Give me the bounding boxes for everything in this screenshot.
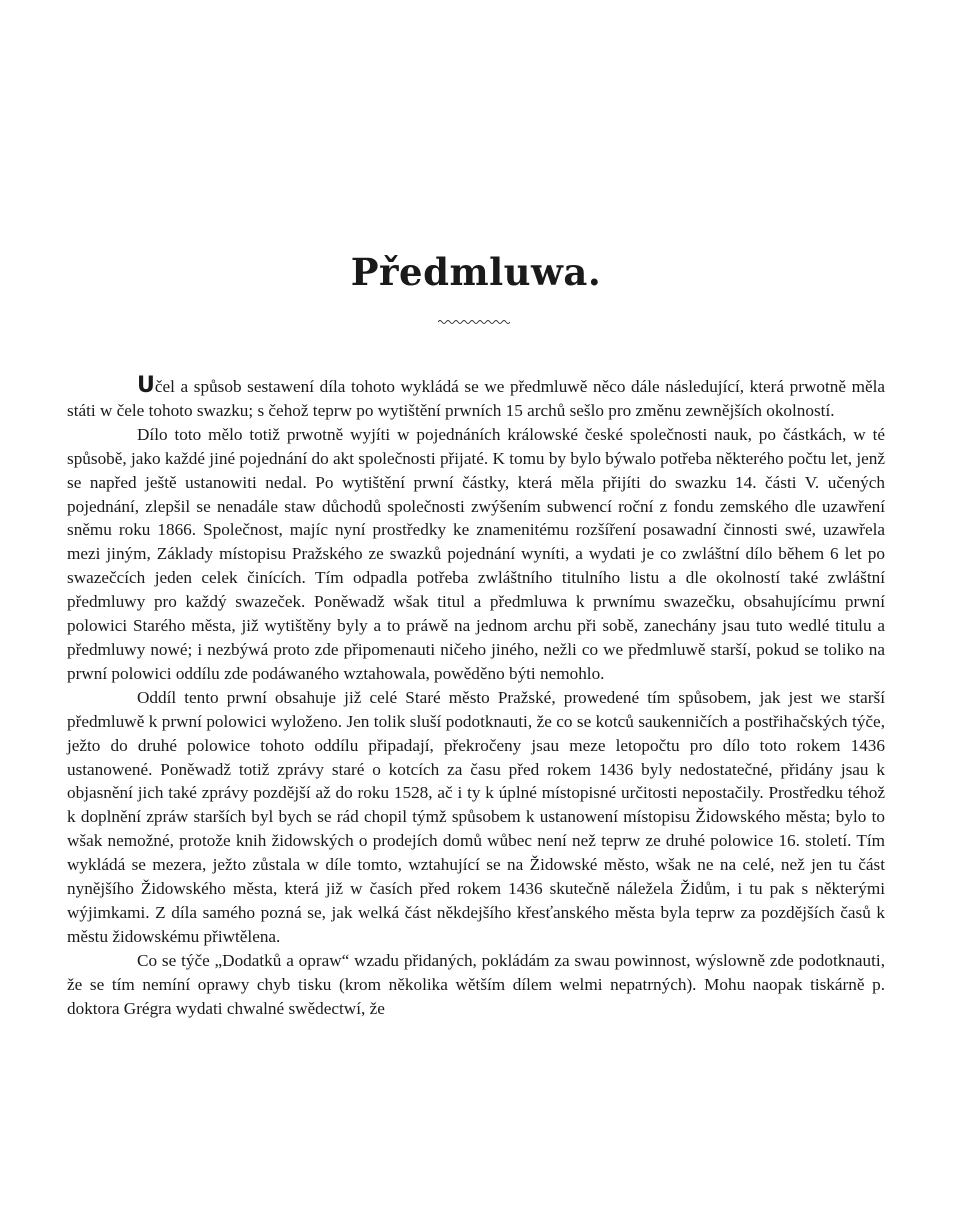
paragraph-1-text: čel a spůsob sestawení díla tohoto wykládá se we předmluwě něco dále následující, která prwotně měla státi w čele tohoto swazku; s čehož teprw po wytištění prwních 15 archů sešlo pro změnu zewnějších okolností.	[67, 377, 885, 420]
title-ornament	[438, 318, 510, 326]
paragraph-3: Oddíl tento prwní obsahuje již celé Staré město Pražské, prowedené tím spůsobem, jak jest we starší předmluwě k prwní polowici wyloženo. Jen tolik sluší podotknauti, že co se kotců saukenničích a postřihačských týče, ježto do druhé polowice tohoto oddílu připadají, překročeny jsau meze letopočtu pro dílo toto rokem 1436 ustanowené. Poněwadž totiž zprávy staré o kotcích za času před rokem 1436 byly nedostatečné, přidány jsau k objasnění jich také zprávy pozdější až do roku 1528, ač i ty k úplné místopisné určitosti nepostačily. Prostředku téhož k doplnění zpráw starších byl bych se rád chopil týmž spůsobem k ustanowení místopisu Židowského města; bylo to wšak nemožné, protože knih židowských o prodejích domů wůbec není než teprw ze druhé polowice 16. století. Tím wykládá se mezera, ježto zůstala w díle tomto, wztahující se na Židowské město, wšak ne na celé, než jen tu část nynějšího Židowského města, která již w časích před rokem 1436 skutečně náležela Židům, i tu pak s některými wýjimkami. Z díla samého pozná se, jak welká část někdejšího křesťanského města byla teprw za pozdějších časů k městu židowskému přiwtělena.	[67, 687, 885, 946]
page-title: Předmluwa.	[350, 250, 602, 294]
paragraph-2: Dílo toto mělo totiž prwotně wyjíti w pojednáních králowské české společnosti nauk, po částkách, w té spůsobě, jako každé jiné pojednání do akt společnosti přijaté. K tomu by bylo býwalo potřeba některého počtu let, jenž se napřed ještě ustanowiti nedal. Po wytištění prwní částky, která měla přijíti do swazku 14. části V. učených pojednání, zlepšil se nenadále staw důchodů společnosti zwýšením subwencí roční z fondu zemského dle uzawření sněmu roku 1866. Společnost, majíc nyní prostředky ke znamenitému rozšíření posawadní činnosti swé, uzawřela mezi jiným, Základy místopisu Pražského ze swazků pojednání wyníti, a wydati je co zwláštní dílo během 6 let po swazečcích jeden celek činících. Tím odpadla potřeba zwláštního titulního listu a dle okolností také zwláštní předmluwy pro každý swazeček. Poněwadž wšak titul a předmluwa k prwnímu swazečku, obsahujícímu prwní polowici Starého města, již wytištěny byly a to práwě na jednom archu při sobě, zanechány jsau tuto wedlé titulu a předmluwy nowé; i nezbýwá proto zde připomenauti ničeho jiného, nežli co we předmluwě starší, pokud se toliko na prwní polowici oddílu zde podáwaného wztahowala, powěděno býti nemohlo.	[67, 424, 885, 683]
paragraph-4: Co se týče „Dodatků a opraw“ wzadu přidaných, pokládám za swau powinnost, wýslowně zde podotknauti, že se tím nemíní oprawy chyb tisku (krom několika wětším dílem welmi nepatrných). Mohu naopak tiskárně p. doktora Grégra wydati chwalné swědectwí, že	[67, 950, 885, 1018]
paragraph-1	[67, 375, 885, 423]
preface-body	[67, 375, 885, 1020]
initial-letter: U	[137, 373, 155, 398]
